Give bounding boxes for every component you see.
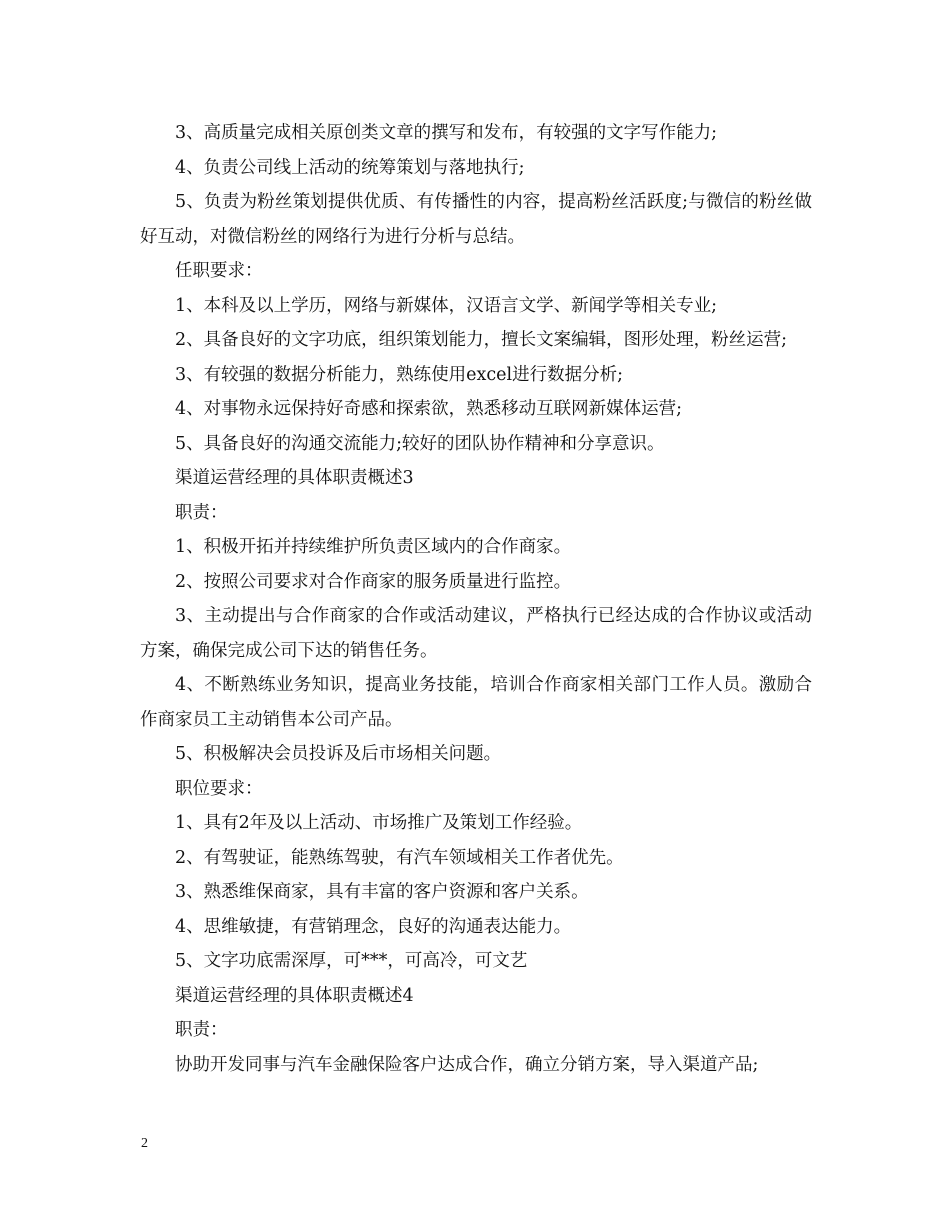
paragraph: 3、有较强的数据分析能力，熟练使用excel进行数据分析; — [175, 364, 624, 385]
paragraph: 2、按照公司要求对合作商家的服务质量进行监控。 — [175, 571, 572, 592]
document-body — [140, 116, 812, 1082]
paragraph: 协助开发同事与汽车金融保险客户达成合作，确立分销方案，导入渠道产品; — [175, 1054, 759, 1075]
section-label: 职责： — [175, 1020, 228, 1040]
paragraph: 4、思维敏捷，有营销理念，良好的沟通表达能力。 — [175, 916, 572, 937]
paragraph: 4、负责公司线上活动的统筹策划与落地执行; — [175, 157, 525, 178]
paragraph: 3、高质量完成相关原创类文章的撰写和发布，有较强的文字写作能力; — [175, 123, 718, 143]
section-label: 职责： — [175, 502, 228, 523]
paragraph: 5、文字功底需深厚，可***，可高冷，可文艺 — [175, 951, 528, 971]
section-label: 职位要求： — [175, 778, 263, 799]
paragraph: 2、具备良好的文字功底，组织策划能力，擅长文案编辑，图形处理，粉丝运营; — [175, 330, 788, 350]
paragraph: 1、具有2年及以上活动、市场推广及策划工作经验。 — [175, 813, 583, 833]
section-heading: 渠道运营经理的具体职责概述4 — [175, 985, 414, 1006]
section-heading: 渠道运营经理的具体职责概述3 — [175, 468, 414, 488]
page-number: 2 — [141, 1136, 148, 1151]
paragraph: 1、积极开拓并持续维护所负责区域内的合作商家。 — [175, 537, 572, 557]
paragraph: 1、本科及以上学历，网络与新媒体，汉语言文学、新闻学等相关专业; — [175, 295, 718, 316]
paragraph: 3、主动提出与合作商家的合作或活动建议，严格执行已经达成的合作协议或活动方案，确保完成公司下达的销售任务。 — [140, 606, 812, 661]
paragraph: 4、对事物永远保持好奇感和探索欲，熟悉移动互联网新媒体运营; — [175, 399, 683, 419]
section-label: 任职要求： — [175, 261, 263, 281]
paragraph: 5、具备良好的沟通交流能力;较好的团队协作精神和分享意识。 — [175, 433, 665, 454]
paragraph: 5、积极解决会员投诉及后市场相关问题。 — [175, 744, 502, 764]
paragraph: 3、熟悉维保商家，具有丰富的客户资源和客户关系。 — [175, 882, 589, 902]
paragraph: 2、有驾驶证，能熟练驾驶，有汽车领域相关工作者优先。 — [175, 847, 624, 868]
paragraph: 5、负责为粉丝策划提供优质、有传播性的内容，提高粉丝活跃度;与微信的粉丝做好互动，对微信粉丝的网络行为进行分析与总结。 — [140, 192, 812, 247]
paragraph: 4、不断熟练业务知识，提高业务技能，培训合作商家相关部门工作人员。激励合作商家员工主动销售本公司产品。 — [140, 675, 812, 730]
